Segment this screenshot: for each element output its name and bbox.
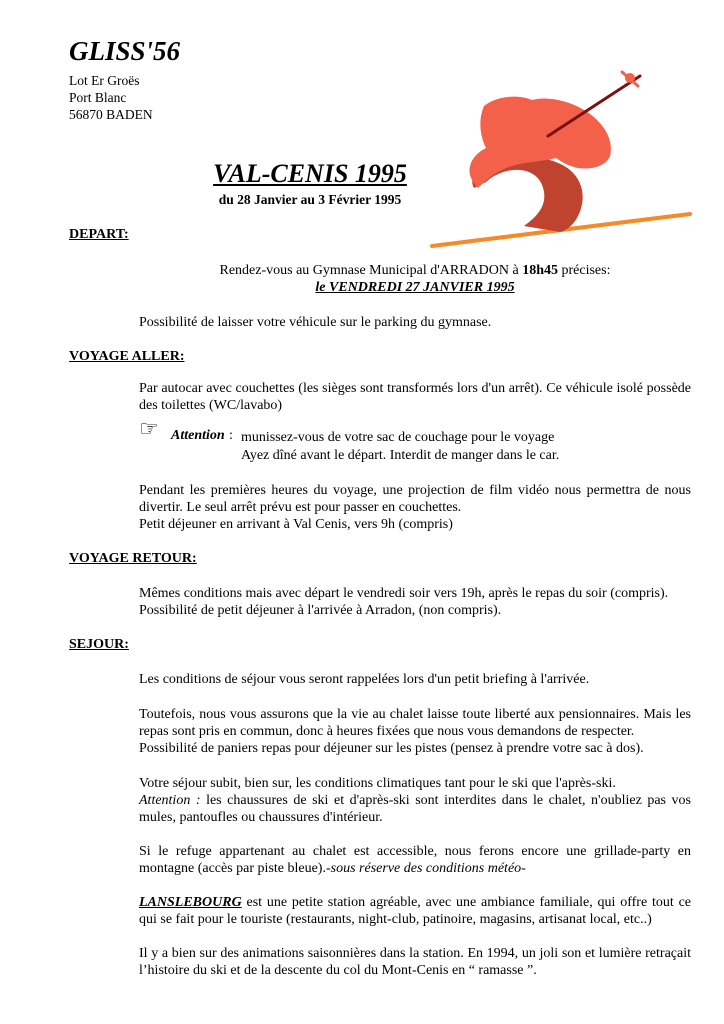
- sejour-paragraph-3: Possibilité de paniers repas pour déjeuner sur les pistes (pensez à prendre votre sac à dos).: [139, 741, 644, 756]
- section-heading-retour: VOYAGE RETOUR:: [69, 551, 197, 566]
- section-heading-aller: VOYAGE ALLER:: [69, 349, 185, 364]
- attention-colon: :: [229, 428, 233, 443]
- sejour-paragraph-1: Les conditions de séjour vous seront rappelées lors d'un petit briefing à l'arrivée.: [139, 672, 590, 687]
- lanslebourg-text: est une petite station agréable, avec une ambiance familiale, qui offre tout ce qui se fait pour le touriste (restaurants, night-club, patinoire, magasins, artisanat local, etc..): [139, 895, 691, 927]
- meeting-date-text: le VENDREDI 27 JANVIER 1995: [315, 280, 515, 295]
- skier-icon: [428, 66, 694, 252]
- aller-paragraph-3: Petit déjeuner en arrivant à Val Cenis, vers 9h (compris): [139, 517, 453, 532]
- aller-paragraph-1: Par autocar avec couchettes (les sièges sont transformés lors d'un arrêt). Ce véhicule isolé possède des toilettes (WC/lavabo): [139, 381, 691, 413]
- pointing-hand-icon: ☞: [139, 416, 159, 441]
- meeting-text-end: précises:: [558, 263, 611, 278]
- sejour-paragraph-7: [139, 894, 691, 928]
- retour-paragraph-2: Possibilité de petit déjeuner à l'arrivée à Arradon, (non compris).: [139, 603, 502, 618]
- sejour-paragraph-4: Votre séjour subit, bien sur, les conditions climatiques tant pour le ski que l'après-ski.: [139, 776, 616, 791]
- lanslebourg-name: LANSLEBOURG: [139, 895, 242, 910]
- shoes-warning-text: les chaussures de ski et d'après-ski sont interdites dans le chalet, n'oubliez pas vos mules, pantoufles ou chaussures d'intérieur.: [139, 793, 691, 825]
- sejour-paragraph-8: Il y a bien sur des animations saisonnières dans la station. En 1994, un joli son et lumière retraçait l’histoire du ski et de la descente du col du Mont-Cenis en “ ramasse ”.: [139, 946, 691, 978]
- attention-line-2: Ayez dîné avant le départ. Interdit de manger dans le car.: [241, 448, 560, 463]
- parking-note: Possibilité de laisser votre véhicule sur le parking du gymnase.: [139, 315, 492, 330]
- aller-paragraph-2: Pendant les premières heures du voyage, une projection de film vidéo nous permettra de nous divertir. Le seul arrêt prévu est pour passer en couchettes.: [139, 483, 691, 515]
- sejour-paragraph-5: [139, 792, 691, 826]
- refuge-text: Si le refuge appartenant au chalet est accessible, nous ferons encore une grillade-party en montagne (accès par piste bleue).: [139, 844, 691, 876]
- trip-title: VAL-CENIS 1995: [213, 159, 407, 188]
- address-line-2: Port Blanc: [69, 90, 127, 105]
- retour-paragraph-1: Mêmes conditions mais avec départ le vendredi soir vers 19h, après le repas du soir (compris).: [139, 586, 669, 601]
- trip-dates: du 28 Janvier au 3 Février 1995: [218, 192, 402, 207]
- meeting-text: Rendez-vous au Gymnase Municipal d'ARRADON à: [219, 263, 523, 278]
- organization-name: GLISS'56: [69, 36, 181, 66]
- attention-line-1: munissez-vous de votre sac de couchage pour le voyage: [241, 430, 555, 445]
- attention-label: Attention: [171, 428, 225, 443]
- address-line-3: 56870 BADEN: [69, 107, 153, 122]
- sejour-paragraph-6: [139, 843, 691, 877]
- meeting-time: 18h45: [522, 263, 558, 278]
- weather-reserve-text: -sous réserve des conditions météo-: [325, 861, 526, 876]
- attention-italic-label: Attention :: [139, 793, 201, 808]
- section-heading-depart: DEPART:: [69, 227, 129, 242]
- address-line-1: Lot Er Groës: [69, 73, 140, 88]
- meeting-date: [139, 279, 691, 296]
- meeting-line: [139, 262, 691, 279]
- section-heading-sejour: SEJOUR:: [69, 637, 129, 652]
- sejour-paragraph-2: Toutefois, nous vous assurons que la vie au chalet laisse toute liberté aux pensionnaires. Mais les repas sont pris en commun, donc à heures fixées que nous vous demandons de respecter.: [139, 707, 691, 739]
